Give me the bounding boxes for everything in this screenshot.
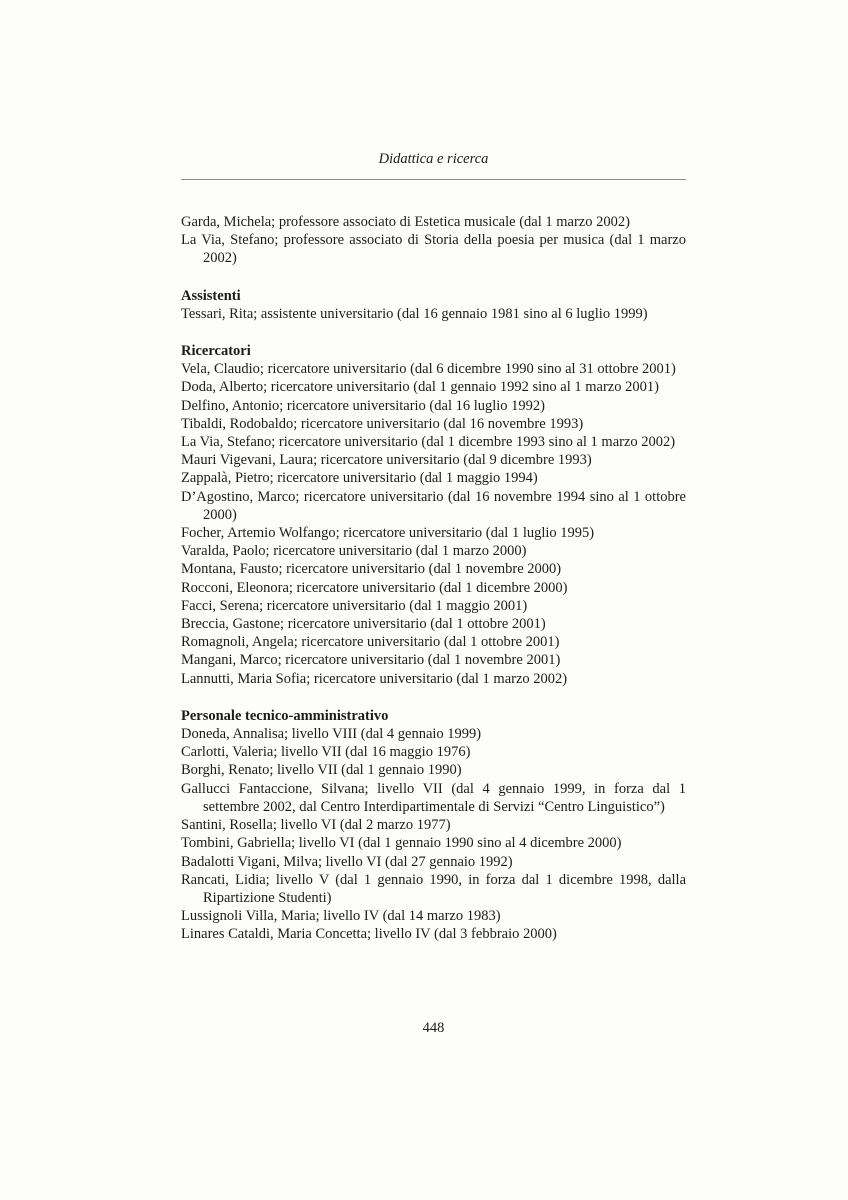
personnel-entry: Mauri Vigevani, Laura; ricercatore universitario (dal 9 dicembre 1993) (181, 452, 592, 469)
personnel-entry: Tombini, Gabriella; livello VI (dal 1 gennaio 1990 sino al 4 dicembre 2000) (181, 835, 622, 852)
personnel-entry: Breccia, Gastone; ricercatore universitario (dal 1 ottobre 2001) (181, 616, 546, 633)
personnel-entry: Carlotti, Valeria; livello VII (dal 16 maggio 1976) (181, 744, 471, 761)
personnel-entry: La Via, Stefano; professore associato di Storia della poesia per musica (dal 1 marzo 2002) (181, 232, 686, 267)
personnel-entry: D’Agostino, Marco; ricercatore universitario (dal 16 novembre 1994 sino al 1 ottobre 2000) (181, 488, 686, 523)
text-column (181, 150, 686, 944)
personnel-entry: Garda, Michela; professore associato di Estetica musicale (dal 1 marzo 2002) (181, 214, 630, 230)
personnel-entry: La Via, Stefano; ricercatore universitario (dal 1 dicembre 1993 sino al 1 marzo 2002) (181, 434, 676, 451)
personnel-entry: Mangani, Marco; ricercatore universitario (dal 1 novembre 2001) (181, 652, 561, 669)
section-heading: Assistenti (181, 287, 241, 304)
personnel-entry: Lussignoli Villa, Maria; livello IV (dal 14 marzo 1983) (181, 908, 501, 925)
personnel-entry: Doda, Alberto; ricercatore universitario (dal 1 gennaio 1992 sino al 1 marzo 2001) (181, 379, 659, 396)
personnel-entry: Borghi, Renato; livello VII (dal 1 gennaio 1990) (181, 762, 462, 779)
personnel-entry: Facci, Serena; ricercatore universitario (dal 1 maggio 2001) (181, 597, 528, 614)
section-heading: Ricercatori (181, 343, 251, 360)
personnel-entry: Tessari, Rita; assistente universitario (dal 16 gennaio 1981 sino al 6 luglio 1999) (181, 305, 648, 322)
personnel-entry: Badalotti Vigani, Milva; livello VI (dal 27 gennaio 1992) (181, 853, 513, 870)
personnel-entry: Focher, Artemio Wolfango; ricercatore universitario (dal 1 luglio 1995) (181, 525, 595, 542)
page-number: 448 (422, 1020, 445, 1036)
header-rule (181, 179, 686, 180)
running-header: Didattica e ricerca (378, 151, 489, 167)
section-heading: Personale tecnico-amministrativo (181, 707, 389, 724)
personnel-entry: Rancati, Lidia; livello V (dal 1 gennaio 1990, in forza dal 1 dicembre 1998, dalla Ripartizione Studenti) (181, 871, 686, 906)
personnel-entry: Santini, Rosella; livello VI (dal 2 marzo 1977) (181, 817, 451, 834)
personnel-entry: Rocconi, Eleonora; ricercatore universitario (dal 1 dicembre 2000) (181, 579, 568, 596)
personnel-entry: Delfino, Antonio; ricercatore universitario (dal 16 luglio 1992) (181, 397, 546, 414)
personnel-entry: Gallucci Fantaccione, Silvana; livello VII (dal 4 gennaio 1999, in forza dal 1 settembre 2002, dal Centro Interdipartimentale di Servizi “Centro Linguistico”) (181, 780, 686, 815)
personnel-entry: Zappalà, Pietro; ricercatore universitario (dal 1 maggio 1994) (181, 470, 538, 487)
page-header (181, 150, 686, 180)
personnel-entry: Montana, Fausto; ricercatore universitario (dal 1 novembre 2000) (181, 561, 562, 578)
personnel-entry: Lannutti, Maria Sofia; ricercatore universitario (dal 1 marzo 2002) (181, 670, 568, 687)
personnel-entry: Tibaldi, Rodobaldo; ricercatore universitario (dal 16 novembre 1993) (181, 415, 584, 432)
personnel-entry: Vela, Claudio; ricercatore universitario (dal 6 dicembre 1990 sino al 31 ottobre 2001) (181, 361, 676, 378)
personnel-entry: Romagnoli, Angela; ricercatore universitario (dal 1 ottobre 2001) (181, 634, 560, 651)
personnel-entry: Varalda, Paolo; ricercatore universitario (dal 1 marzo 2000) (181, 543, 527, 560)
document-body (181, 213, 686, 944)
personnel-entry: Linares Cataldi, Maria Concetta; livello IV (dal 3 febbraio 2000) (181, 926, 557, 943)
personnel-entry: Doneda, Annalisa; livello VIII (dal 4 gennaio 1999) (181, 726, 482, 743)
